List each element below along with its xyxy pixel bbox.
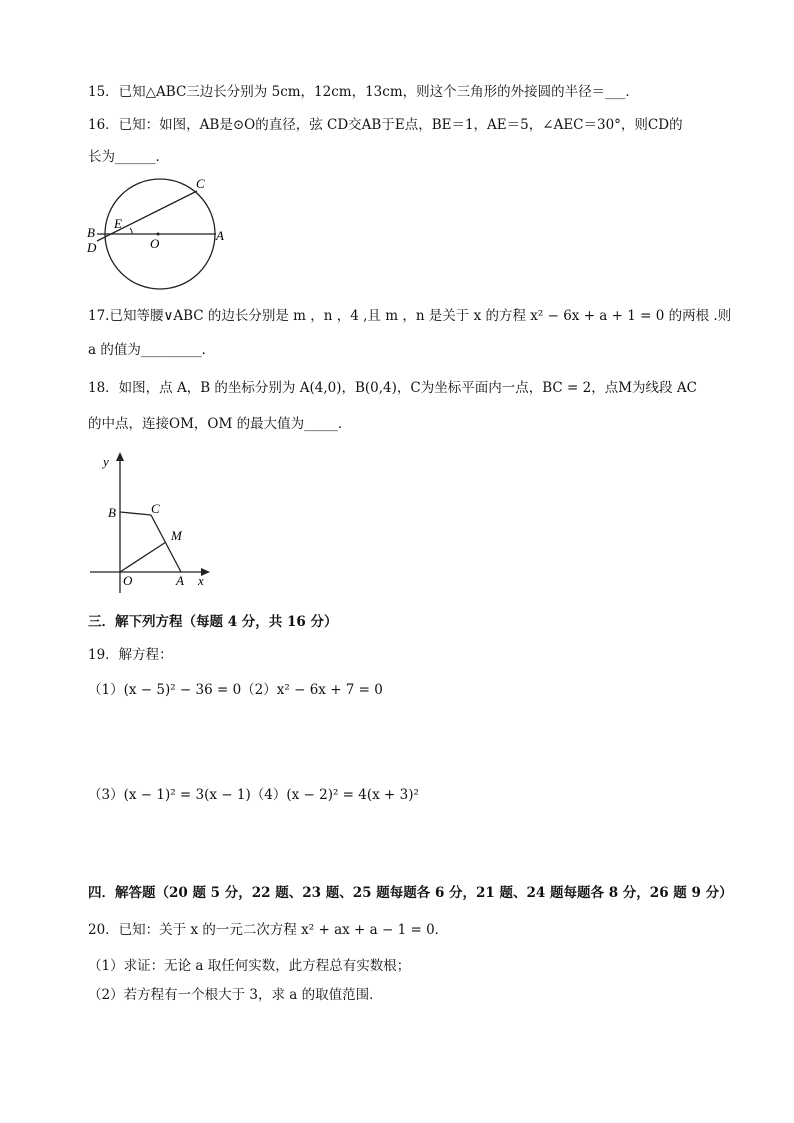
question-18-line-1: 18．如图，点 A，B 的坐标分别为 A(4,0)，B(0,4)，C为坐标平面内一点，BC = 2，点M为线段 AC xyxy=(88,380,697,396)
question-15: 15．已知△ABC三边长分别为 5cm，12cm，13cm，则这个三角形的外接圆的半径＝___． xyxy=(88,84,639,100)
question-17-line-2: a 的值为_________． xyxy=(88,342,216,358)
label-m: M xyxy=(171,528,182,543)
question-17-line-1: 17.已知等腰∨ABC 的边长分别是 m ，n ，4 ,且 m ，n 是关于 x 的方程 x² − 6x + a + 1 = 0 的两根 .则 xyxy=(88,308,732,324)
label-o: O xyxy=(150,236,160,251)
label-x: x xyxy=(198,573,204,588)
coordinate-diagram xyxy=(85,448,220,598)
label-y: y xyxy=(103,454,109,469)
segment-bc xyxy=(120,512,151,515)
label-b: B xyxy=(108,505,116,520)
label-a: A xyxy=(176,573,184,588)
question-19-equations-1-2: （1）(x − 5)² − 36 = 0（2）x² − 6x + 7 = 0 xyxy=(88,682,383,698)
question-20-part-2: （2）若方程有一个根大于 3，求 a 的取值范围． xyxy=(88,987,383,1003)
question-16-line-2: 长为______． xyxy=(88,149,169,165)
question-19-equations-3-4: （3）(x − 1)² = 3(x − 1)（4）(x − 2)² = 4(x + 3)² xyxy=(88,787,419,803)
label-c: C xyxy=(151,501,160,516)
question-20-part-1: （1）求证：无论 a 取任何实数，此方程总有实数根； xyxy=(88,958,411,974)
label-o: O xyxy=(123,573,133,588)
y-axis-arrow xyxy=(116,452,124,461)
question-19-title: 19．解方程： xyxy=(88,647,173,663)
label-d: D xyxy=(87,240,97,255)
circle-diagram xyxy=(82,170,242,290)
segment-om xyxy=(120,542,166,572)
label-e: E xyxy=(114,216,122,231)
segment-ca xyxy=(151,515,181,572)
question-16-line-1: 16．已知：如图，AB是⊙O的直径，弦 CD交AB于E点，BE＝1，AE＝5，∠AEC＝30°，则CD的 xyxy=(88,117,683,133)
label-c: C xyxy=(196,176,205,191)
section-4-title: 四．解答题（20 题 5 分，22 题、23 题、25 题每题各 6 分，21 题、24 题每题各 8 分，26 题 9 分） xyxy=(88,885,733,901)
section-3-title: 三．解下列方程（每题 4 分，共 16 分） xyxy=(88,614,338,630)
label-a: A xyxy=(216,228,224,243)
label-b: B xyxy=(87,225,95,240)
question-18-line-2: 的中点，连接OM，OM 的最大值为_____． xyxy=(88,416,352,432)
question-20-text: 20．已知：关于 x 的一元二次方程 x² + ax + a − 1 = 0． xyxy=(88,922,449,938)
angle-arc xyxy=(130,228,132,234)
